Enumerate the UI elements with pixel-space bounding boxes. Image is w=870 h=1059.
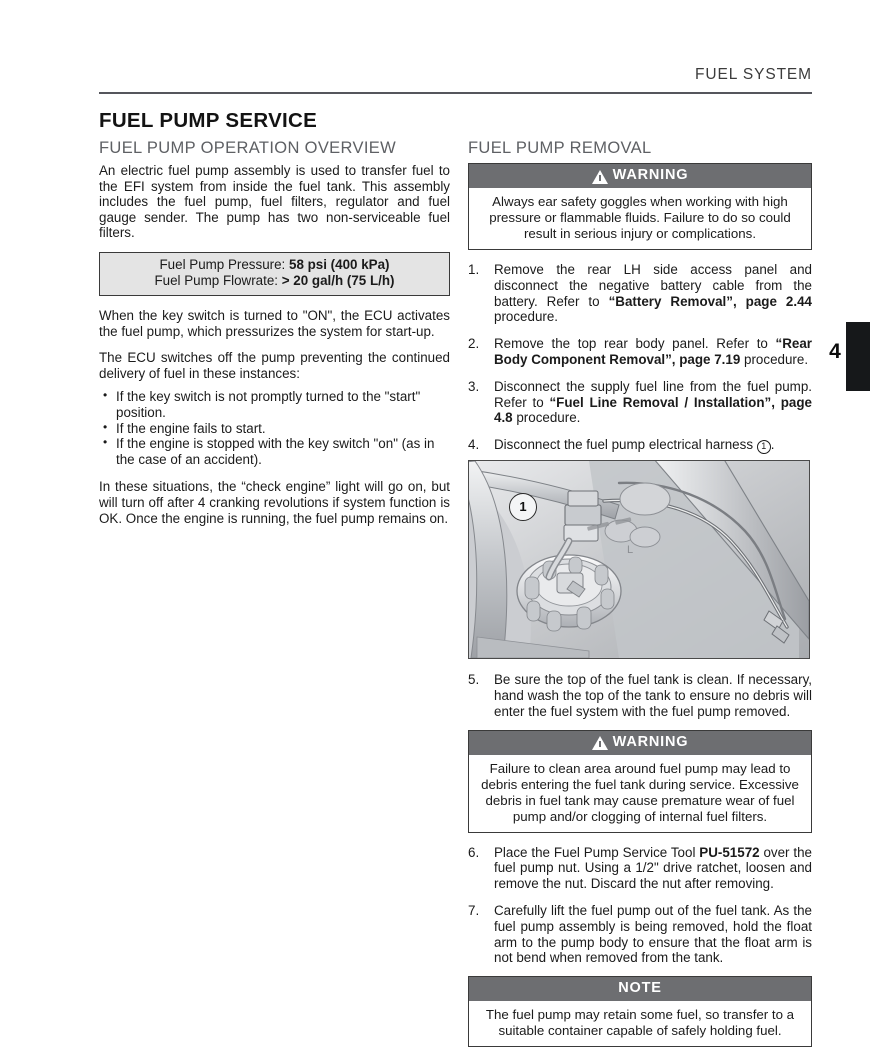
chapter-tab <box>846 322 870 391</box>
note-box <box>468 976 812 1047</box>
warning-text: Always ear safety goggles when working with high pressure or flammable fluids. Failure to do so could result in serious injury or complications. <box>489 194 791 241</box>
warning-triangle-icon <box>592 170 608 184</box>
header-rule <box>99 92 812 94</box>
step-5 <box>468 672 812 719</box>
step-1 <box>468 262 812 325</box>
step-7 <box>468 903 812 966</box>
warning-label: WARNING <box>612 733 689 750</box>
step-reference: “Battery Removal”, page 2.44 <box>608 293 812 309</box>
step-reference: “Fuel Line Removal / Installation”, page 4.8 <box>494 394 812 426</box>
list-item: • If the engine fails to start. <box>114 421 450 437</box>
running-header: FUEL SYSTEM <box>695 66 812 83</box>
fuel-pump-illustration <box>469 461 809 658</box>
intro-paragraph: An electric fuel pump assembly is used to transfer fuel to the EFI system from inside the fuel tank. This assembly includes the fuel pump, fuel filters, regulator and fuel gauge sender. The pump has two non-serviceable fuel filters. <box>99 163 450 241</box>
warning-triangle-icon <box>592 736 608 750</box>
warning-box-1 <box>468 163 812 250</box>
step-text-a: Place the Fuel Pump Service Tool <box>494 844 700 860</box>
step-number: 3. <box>468 378 480 394</box>
spec-flowrate-row <box>106 273 443 290</box>
left-column <box>99 163 450 526</box>
warning-box-2 <box>468 730 812 833</box>
step-number: 7. <box>468 902 480 918</box>
warning-label: WARNING <box>612 167 689 183</box>
step-reference: “Rear Body Component Removal”, page 7.19 <box>494 336 812 367</box>
warning-header <box>469 164 811 188</box>
step-text: Carefully lift the fuel pump out of the fuel tank. As the fuel pump assembly is being removed, hold the float arm to the pump body to ensure that the float arm is not bend when removed from the tank. <box>494 902 812 966</box>
removal-steps-part3 <box>468 845 812 967</box>
paragraph-4: In these situations, the “check engine” light will go on, but will turn off after 4 cranking revolutions if system function is OK. Once the engine is running, the fuel pump remains on. <box>99 479 450 526</box>
warning-header <box>469 731 811 755</box>
note-label: NOTE <box>618 980 662 997</box>
callout-marker-1: 1 <box>757 440 771 454</box>
list-item: • If the key switch is not promptly turned to the "start" position. <box>114 389 450 420</box>
right-column-subhead: FUEL PUMP REMOVAL <box>468 139 652 157</box>
spec-pressure-label: Fuel Pump Pressure: <box>159 256 289 272</box>
step-number: 6. <box>468 844 480 860</box>
step-4 <box>468 437 812 454</box>
warning-text: Failure to clean area around fuel pump may lead to debris entering the fuel tank during service. Excessive debris in fuel tank may cause premature wear of fuel pump and/or clogging of internal fuel filters. <box>481 760 799 824</box>
spec-flowrate-label: Fuel Pump Flowrate: <box>154 273 282 289</box>
step-text-a: Disconnect the fuel pump electrical harness <box>494 437 757 453</box>
step-text-b: procedure. <box>740 351 809 367</box>
instances-list <box>99 389 450 467</box>
list-item: • If the engine is stopped with the key switch "on" (as in the case of an accident). <box>114 436 450 467</box>
step-number: 2. <box>468 336 480 352</box>
step-tool-number: PU-51572 <box>699 844 760 860</box>
step-3 <box>468 379 812 426</box>
chapter-number: 4 <box>829 340 841 363</box>
fuel-pump-figure <box>468 460 810 659</box>
paragraph-2: When the key switch is turned to "ON", the ECU activates the fuel pump, which pressurizes the system for start-up. <box>99 307 450 339</box>
step-text-a: Remove the rear LH side access panel and disconnect the negative battery cable from the battery. Refer to <box>494 262 812 309</box>
step-text-b: . <box>770 437 775 453</box>
paragraph-3: The ECU switches off the pump preventing the continued delivery of fuel in these instances: <box>99 350 450 381</box>
step-text-a: Remove the top rear body panel. Refer to <box>494 336 776 352</box>
spec-flowrate-value: > 20 gal/h (75 L/h) <box>281 273 395 289</box>
page-title: FUEL PUMP SERVICE <box>99 109 318 132</box>
step-text: Be sure the top of the fuel tank is clean. If necessary, hand wash the top of the tank to ensure no debris will enter the fuel system with the fuel pump removed. <box>494 672 812 719</box>
note-header <box>469 977 811 1001</box>
step-text-a: Disconnect the supply fuel line from the fuel pump. Refer to <box>494 378 812 410</box>
svg-text:L: L <box>627 544 634 557</box>
spec-pressure-row <box>106 257 443 274</box>
removal-steps-part1 <box>468 262 812 454</box>
note-text: The fuel pump may retain some fuel, so transfer to a suitable container capable of safely holding fuel. <box>485 1007 795 1039</box>
step-2 <box>468 336 812 368</box>
step-6 <box>468 845 812 892</box>
step-text-b: procedure. <box>512 410 581 426</box>
spec-box <box>99 252 450 296</box>
step-text-b: procedure. <box>494 309 559 325</box>
step-text-b: over the fuel pump nut. Using a 1/2" drive ratchet, loosen and remove the nut. Discard the nut after removing. <box>494 844 812 892</box>
step-number: 1. <box>468 262 480 277</box>
figure-callout-1: 1 <box>509 493 537 521</box>
spec-pressure-value: 58 psi (400 kPa) <box>289 256 390 272</box>
right-column <box>468 163 812 1059</box>
left-column-subhead: FUEL PUMP OPERATION OVERVIEW <box>99 139 397 157</box>
step-number: 4. <box>468 437 480 453</box>
removal-steps-part2 <box>468 672 812 719</box>
step-number: 5. <box>468 672 480 688</box>
